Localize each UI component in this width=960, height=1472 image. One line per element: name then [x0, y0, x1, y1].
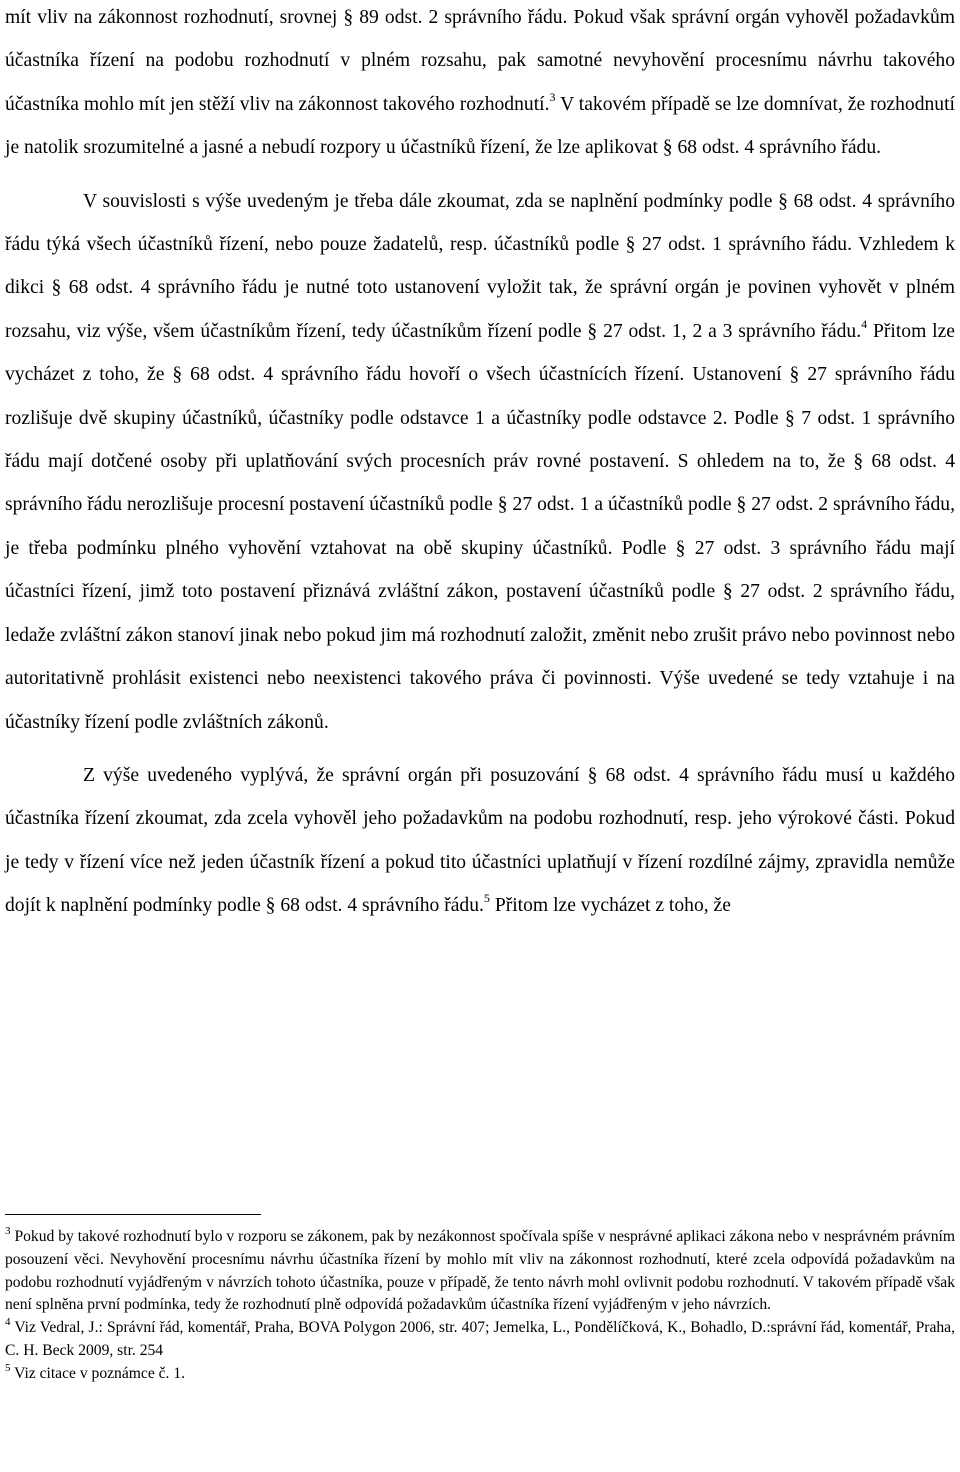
paragraph-text: V takovém případě se lze domnívat, že rozhodnutí je natolik srozumitelné a jasné a nebudí rozpory u účastníků řízení, že lze aplikovat § 68 odst. 4 správního řádu.: [5, 93, 955, 159]
footnote-4: [5, 1317, 955, 1363]
paragraph-3: [5, 754, 955, 928]
paragraph-2: [5, 180, 955, 744]
paragraph-text: Přitom lze vycházet z toho, že § 68 odst. 4 správního řádu hovoří o všech účastnících řízení. Ustanovení § 27 správního řádu rozlišuje dvě skupiny účastníků, účastníky podle odstavce 1 a účastníky podle odstavce 2. Podle § 7 odst. 1 správního řádu mají dotčené osoby při uplatňování svých procesních práv rovné postavení. S ohledem na to, že § 68 odst. 4 správního řádu nerozlišuje procesní postavení účastníků podle § 27 odst. 1 a účastníků podle § 27 odst. 2 správního řádu, je třeba podmínku plného vyhovění vztahovat na obě skupiny účastníků. Podle § 27 odst. 3 správního řádu mají účastníci řízení, jimž toto postavení přiznává zvláštní zákon, postavení účastníků podle § 27 odst. 2 správního řádu, ledaže zvláštní zákon stanoví jinak nebo pokud jim má rozhodnutí založit, změnit nebo zrušit právo nebo povinnost nebo autoritativně prohlásit existenci nebo neexistenci takového práva či povinnosti. Výše uvedené se tedy vztahuje i na účastníky řízení podle zvláštních zákonů.: [5, 320, 955, 733]
footnote-separator: [5, 1214, 261, 1215]
footnote-text: Pokud by takové rozhodnutí bylo v rozporu se zákonem, pak by nezákonnost spočívala spíše v nesprávné aplikaci zákona nebo v nesprávném právním posouzení věci. Nevyhovění procesnímu návrhu účastníka řízení by mohlo mít vliv na zákonnost rozhodnutí, které zcela odpovídá požadavkům na podobu rozhodnutí vyjádřeným v návrzích tohoto účastníka, pouze v případě, že tento návrh mohl ovlivnit podobu rozhodnutí. V takovém případě však není splněna první podmínka, tedy že rozhodnutí plně odpovídá požadavkům účastníka řízení vyjádřeným v jeho návrzích.: [5, 1228, 955, 1314]
footnote-text: Viz citace v poznámce č. 1.: [10, 1364, 186, 1382]
footnote-reference[interactable]: 4: [861, 316, 868, 331]
paragraph-text: mít vliv na zákonnost rozhodnutí, srovnej § 89 odst. 2 správního řádu. Pokud však správní orgán vyhověl požadavkům účastníka řízení na podobu rozhodnutí v plném rozsahu, pak samotné nevyhovění procesnímu návrhu takového účastníka mohlo mít jen stěží vliv na zákonnost takového rozhodnutí.: [5, 7, 955, 115]
footnote-3: [5, 1226, 955, 1317]
document-body: [5, 0, 955, 928]
footnotes: [5, 1226, 955, 1386]
paragraph-text: V souvislosti s výše uvedeným je třeba dále zkoumat, zda se naplnění podmínky podle § 68 odst. 4 správního řádu týká všech účastníků řízení, nebo pouze žadatelů, resp. účastníků podle § 27 odst. 1 správního řádu. Vzhledem k dikci § 68 odst. 4 správního řádu je nutné toto ustanovení vyložit tak, že správní orgán je povinen vyhovět v plném rozsahu, viz výše, všem účastníkům řízení, tedy účastníkům řízení podle § 27 odst. 1, 2 a 3 správního řádu.: [5, 190, 955, 342]
footnote-number: 3: [5, 1225, 11, 1237]
paragraph-1: [5, 0, 955, 170]
paragraph-text: Z výše uvedeného vyplývá, že správní orgán při posuzování § 68 odst. 4 správního řádu musí u každého účastníka řízení zkoumat, zda zcela vyhověl jeho požadavkům na podobu rozhodnutí, resp. jeho výrokové části. Pokud je tedy v řízení více než jeden účastník řízení a pokud tito účastníci uplatňují v řízení rozdílné zájmy, zpravidla nemůže dojít k naplnění podmínky podle § 68 odst. 4 správního řádu.: [5, 764, 955, 917]
footnote-5: [5, 1363, 955, 1386]
footnote-text: Viz Vedral, J.: Správní řád, komentář, Praha, BOVA Polygon 2006, str. 407; Jemelka, L., Pondělíčková, K., Bohadlo, D.:správní řád, komentář, Praha, C. H. Beck 2009, str. 254: [5, 1319, 955, 1359]
footnote-reference[interactable]: 3: [549, 89, 556, 104]
footnote-number: 4: [5, 1316, 11, 1329]
paragraph-text: Přitom lze vycházet z toho, že: [489, 895, 731, 917]
footnote-reference[interactable]: 5: [483, 891, 490, 906]
footnote-number: 5: [5, 1361, 11, 1374]
